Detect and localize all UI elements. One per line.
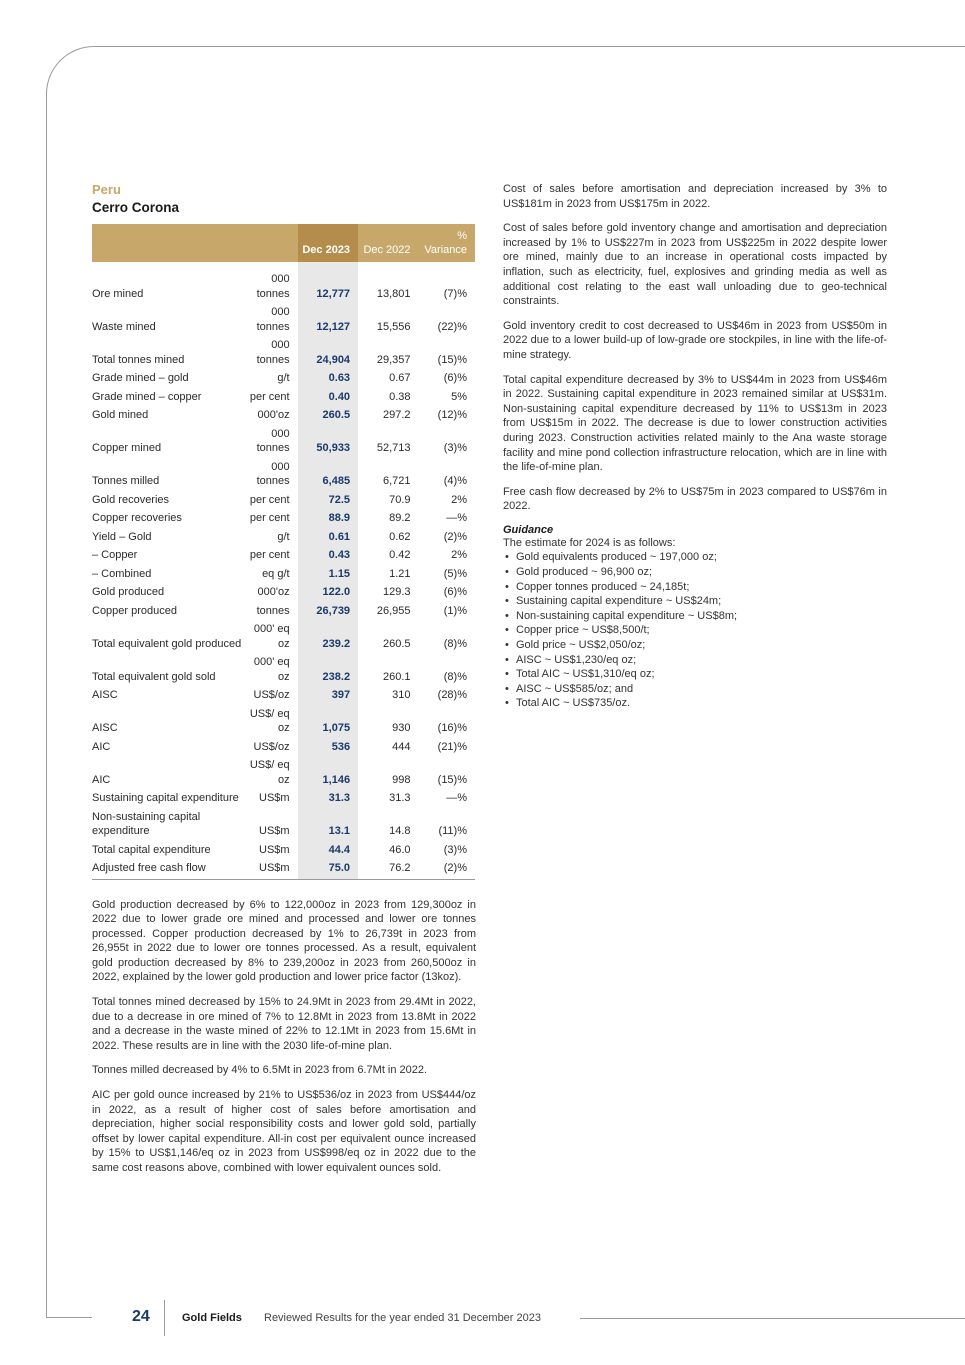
row-variance: (6)%	[443, 586, 467, 598]
row-variance: 2%	[451, 549, 467, 561]
row-label: Grade mined – gold	[92, 372, 189, 384]
row-unit: 000 tonnes	[256, 273, 290, 300]
row-prior: 26,955	[376, 604, 411, 617]
row-unit: 000' eq oz	[253, 656, 290, 683]
table-row	[92, 686, 475, 705]
guidance-heading: Guidance	[503, 523, 554, 536]
paragraph: Gold inventory credit to cost decreased to US$46m in 2023 from US$50m in 2022 due to a lower build-up of low-grade ore stockpiles, in line with the life-of-mine strategy.	[503, 319, 887, 361]
paragraph: Cost of sales before gold inventory change and amortisation and depreciation increased by 1% to US$227m in 2023 from US$225m in 2022 despite lower ore mined, mainly due to an increase in operational costs impacted by inflation, such as electricity, fuel, explosives and grinding media as well as additional cost relating to the east wall unloading due to geo-technical constraints.	[503, 222, 887, 308]
row-prior: 14.8	[389, 825, 411, 837]
row-variance: (7)%	[443, 287, 467, 300]
row-label: Copper recoveries	[92, 512, 182, 524]
table-row	[92, 653, 475, 686]
row-prior: 297.2	[383, 409, 411, 421]
row-label: Yield – Gold	[92, 530, 152, 543]
row-variance: (21)%	[437, 740, 467, 753]
row-prior: 15,556	[376, 320, 411, 333]
row-unit: US$m	[243, 859, 297, 879]
row-unit: 000'oz	[257, 586, 290, 598]
row-current: 1.15	[298, 565, 358, 584]
row-label: Adjusted free cash flow	[92, 859, 243, 879]
page-number: 24	[132, 1308, 150, 1325]
row-unit: per cent	[249, 390, 290, 403]
list-item: • AISC ~ US$1,230/eq oz;	[503, 653, 887, 668]
row-unit: eq g/t	[262, 567, 290, 580]
row-prior: 52,713	[376, 442, 411, 454]
row-unit: US$m	[259, 825, 290, 837]
footer-title: Reviewed Results for the year ended 31 December 2023	[264, 1312, 541, 1324]
row-unit: US$/ eq oz	[249, 759, 290, 786]
row-current: 72.5	[298, 491, 358, 510]
table-spacer	[92, 262, 475, 270]
row-label: Sustaining capital expenditure	[92, 792, 239, 804]
row-label: AIC	[92, 773, 111, 786]
row-label: AIC	[92, 740, 111, 753]
list-item: • Total AIC ~ US$735/oz.	[503, 696, 887, 711]
row-label: Total equivalent gold produced	[92, 637, 242, 650]
row-label: Total equivalent gold sold	[92, 670, 216, 683]
table-row	[92, 738, 475, 757]
row-prior: 930	[392, 722, 411, 734]
table-row	[92, 841, 475, 860]
row-unit: 000' eq oz	[253, 623, 290, 650]
row-current: 0.63	[298, 369, 358, 388]
row-label: Copper produced	[92, 604, 178, 617]
row-variance: (2)%	[419, 859, 475, 879]
row-variance: (5)%	[443, 567, 467, 580]
row-variance: (15)%	[437, 773, 467, 786]
row-current: 31.3	[298, 789, 358, 808]
row-prior: 13,801	[376, 287, 411, 300]
list-item: • Gold equivalents produced ~ 197,000 oz;	[503, 550, 887, 565]
row-label: Ore mined	[92, 287, 144, 300]
list-item: • Non-sustaining capital expenditure ~ US$8m;	[503, 609, 887, 624]
row-current: 122.0	[298, 583, 358, 602]
row-unit: US$m	[259, 843, 290, 856]
row-unit: 000 tonnes	[256, 339, 290, 366]
row-label: Gold recoveries	[92, 493, 170, 506]
row-variance: (16)%	[437, 722, 467, 734]
paragraph: Total capital expenditure decreased by 3% to US$44m in 2023 from US$46m in 2022. Sustaining capital expenditure in 2023 remained similar at US$31m. Non-sustaining capital expenditure decreased by 11% to US$13m in 2023 from US$15m in 2022. The decrease is due to lower construction activities during 2023. Construction activities related mainly to the Ana waste storage facility and mine pond collection infrastructure relocation, which are in line with the life-of-mine plan.	[503, 373, 887, 474]
row-label: Total tonnes mined	[92, 353, 185, 366]
row-prior: 260.5	[383, 637, 411, 650]
row-current: 238.2	[298, 653, 358, 686]
table-row	[92, 528, 475, 547]
header-variance: % Variance	[419, 224, 475, 262]
header-current: Dec 2023	[298, 224, 358, 262]
row-label: – Copper	[92, 549, 138, 561]
table-row	[92, 789, 475, 808]
row-current: 1,146	[298, 756, 358, 789]
paragraph: Free cash flow decreased by 2% to US$75m in 2023 compared to US$76m in 2022.	[503, 485, 887, 513]
row-label: AISC	[92, 722, 118, 734]
region-heading: Peru	[92, 182, 121, 197]
row-unit: 000 tonnes	[256, 460, 290, 487]
row-current: 397	[298, 686, 358, 705]
row-current: 88.9	[298, 509, 358, 528]
row-unit: per cent	[249, 493, 290, 506]
row-variance: 2%	[451, 493, 467, 506]
row-current: 0.61	[298, 528, 358, 547]
list-item: • Copper price ~ US$8,500/t;	[503, 623, 887, 638]
row-label: AISC	[92, 689, 118, 701]
row-prior: 0.62	[389, 530, 411, 543]
mine-heading: Cerro Corona	[92, 200, 180, 215]
table-header-row	[92, 224, 475, 262]
table-row	[92, 808, 475, 841]
row-variance: (1)%	[443, 604, 467, 617]
row-current: 24,904	[298, 336, 358, 369]
row-current: 536	[298, 738, 358, 757]
row-prior: 0.38	[389, 390, 411, 403]
left-column	[92, 182, 476, 1186]
row-variance: (8)%	[443, 670, 467, 683]
row-unit: US$/ eq oz	[249, 707, 290, 734]
row-unit: tonnes	[256, 604, 290, 617]
table-row	[92, 602, 475, 621]
header-prior: Dec 2022	[358, 224, 418, 262]
table-row	[92, 369, 475, 388]
row-prior: 998	[392, 773, 411, 786]
row-label: Tonnes milled	[92, 475, 160, 487]
row-unit: per cent	[249, 549, 290, 561]
table-row	[92, 270, 475, 303]
paragraph: Cost of sales before amortisation and depreciation increased by 3% to US$181m in 2023 from US$175m in 2022.	[503, 183, 887, 210]
row-current: 0.43	[298, 546, 358, 565]
operating-table	[92, 224, 475, 880]
row-prior: 6,721	[383, 475, 411, 487]
paragraph: Gold production decreased by 6% to 122,000oz in 2023 from 129,300oz in 2022 due to lower grade ore mined and processed and lower ore tonnes processed. Copper production decreased by 1% to 26,739t in 2023 from 26,955t in 2022 due to lower ore tonnes processed. As a result, equivalent gold production decreased by 8% to 239,200oz in 2023 from 260,500oz in 2022, explained by the lower gold production and lower price factor (13koz).	[92, 898, 476, 984]
table-row	[92, 509, 475, 528]
table-row	[92, 565, 475, 584]
row-variance: (3)%	[443, 843, 467, 856]
list-item: • Copper tonnes produced ~ 24,185t;	[503, 580, 887, 595]
table-row	[92, 303, 475, 336]
row-variance: (15)%	[437, 353, 467, 366]
header-unit-blank	[243, 224, 297, 262]
row-current: 13.1	[298, 808, 358, 841]
table-row	[92, 620, 475, 653]
row-current: 12,127	[298, 303, 358, 336]
table-row	[92, 388, 475, 407]
row-prior: 444	[392, 740, 411, 753]
row-prior: 89.2	[389, 512, 411, 524]
row-current: 1,075	[298, 705, 358, 738]
table-row	[92, 859, 475, 879]
row-variance: (11)%	[438, 825, 467, 837]
row-variance: (22)%	[437, 320, 467, 333]
paragraph: Total tonnes mined decreased by 15% to 24.9Mt in 2023 from 29.4Mt in 2022, due to a decrease in ore mined of 7% to 12.8Mt in 2023 from 13.8Mt in 2022 and a decrease in the waste mined of 22% to 12.1Mt in 2023 from 15.6Mt in 2022. These results are in line with the 2030 life-of-mine plan.	[92, 996, 476, 1052]
row-unit: g/t	[277, 530, 290, 543]
row-unit: g/t	[277, 372, 290, 384]
guidance-list	[503, 550, 887, 711]
row-label: Total capital expenditure	[92, 843, 211, 856]
paragraph: AIC per gold ounce increased by 21% to US$536/oz in 2023 from US$444/oz in 2022, as a result of higher cost of sales before amortisation and depreciation, higher social responsibility costs and lower gold sold, partially offset by lower capital expenditure. All-in cost per equivalent ounce increased by 15% to US$1,146/eq oz in 2023 from US$998/eq oz in 2022 due to the same cost reasons above, combined with lower equivalent ounces sold.	[92, 1089, 476, 1174]
row-prior: 1.21	[389, 567, 411, 580]
row-prior: 260.1	[383, 670, 411, 683]
row-label: – Combined	[92, 567, 152, 580]
row-prior: 129.3	[383, 586, 411, 598]
row-unit: 000 tonnes	[256, 306, 290, 333]
row-unit: US$m	[259, 792, 290, 804]
footer-rule	[580, 1318, 965, 1319]
row-unit: 000'oz	[257, 409, 290, 421]
guidance-intro: The estimate for 2024 is as follows:	[503, 536, 676, 549]
list-item: • Gold produced ~ 96,900 oz;	[503, 565, 887, 580]
row-current: 0.40	[298, 388, 358, 407]
row-label: Waste mined	[92, 320, 156, 333]
page-footer	[0, 1300, 965, 1340]
row-label: Grade mined – copper	[92, 390, 202, 403]
table-row	[92, 546, 475, 565]
row-prior: 0.42	[389, 549, 411, 561]
right-commentary	[503, 182, 887, 514]
row-unit: per cent	[249, 512, 290, 524]
row-current: 260.5	[298, 406, 358, 425]
list-item: • AISC ~ US$585/oz; and	[503, 682, 887, 697]
row-variance: —%	[446, 792, 467, 804]
row-current: 44.4	[298, 841, 358, 860]
row-prior: 70.9	[389, 493, 411, 506]
row-label: Gold produced	[92, 586, 165, 598]
row-variance: 5%	[451, 390, 467, 403]
row-current: 12,777	[298, 270, 358, 303]
row-current: 26,739	[298, 602, 358, 621]
list-item: • Total AIC ~ US$1,310/eq oz;	[503, 667, 887, 682]
left-commentary	[92, 898, 476, 1176]
row-prior: 0.67	[389, 372, 411, 384]
table-row	[92, 756, 475, 789]
row-variance: (4)%	[443, 475, 467, 487]
row-unit: US$/oz	[253, 689, 290, 701]
row-variance: (12)%	[437, 409, 467, 421]
row-current: 50,933	[298, 425, 358, 458]
row-unit: US$/oz	[253, 740, 290, 753]
table-row	[92, 705, 475, 738]
header-label-blank	[92, 224, 243, 262]
row-prior: 29,357	[376, 353, 411, 366]
table-row	[92, 425, 475, 458]
row-current: 75.0	[298, 859, 358, 879]
table-body	[92, 262, 475, 879]
row-label: Gold mined	[92, 409, 149, 421]
footer-divider	[164, 1300, 165, 1336]
list-item: • Gold price ~ US$2,050/oz;	[503, 638, 887, 653]
row-variance: —%	[446, 512, 467, 524]
row-variance: (2)%	[443, 530, 467, 543]
row-prior: 46.0	[389, 843, 411, 856]
table-row	[92, 406, 475, 425]
table-row	[92, 583, 475, 602]
row-label: Non-sustaining capital expenditure	[92, 810, 201, 837]
row-prior: 31.3	[389, 792, 411, 804]
list-item: • Sustaining capital expenditure ~ US$24m;	[503, 594, 887, 609]
table-row	[92, 458, 475, 491]
row-label: Copper mined	[92, 442, 162, 454]
row-unit: 000 tonnes	[256, 427, 290, 454]
row-variance: (3)%	[443, 442, 467, 454]
row-current: 239.2	[298, 620, 358, 653]
row-current: 6,485	[298, 458, 358, 491]
paragraph: Tonnes milled decreased by 4% to 6.5Mt in 2023 from 6.7Mt in 2022.	[92, 1064, 428, 1077]
row-variance: (6)%	[443, 372, 467, 384]
table-row	[92, 491, 475, 510]
row-variance: (28)%	[437, 689, 467, 701]
footer-brand: Gold Fields	[182, 1312, 242, 1324]
row-variance: (8)%	[443, 637, 467, 650]
right-column	[503, 182, 887, 711]
table-row	[92, 336, 475, 369]
row-prior: 310	[392, 689, 411, 701]
row-prior: 76.2	[358, 859, 418, 879]
